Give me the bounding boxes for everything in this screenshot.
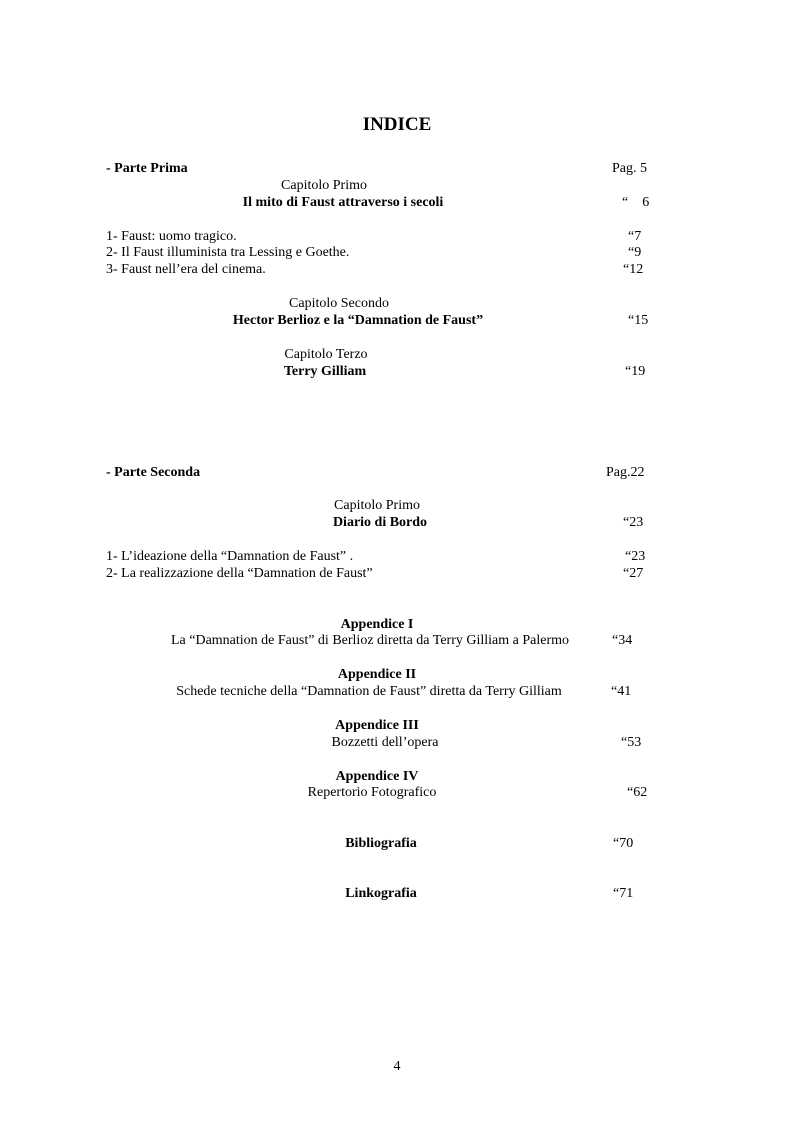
toc-item-page: “27 xyxy=(623,566,644,581)
part-one-heading: - Parte Prima xyxy=(106,161,188,176)
toc-item: 2- Il Faust illuminista tra Lessing e Goethe. xyxy=(106,245,350,260)
chapter-page: “19 xyxy=(625,364,646,379)
linkography-title: Linkografia xyxy=(345,886,417,901)
part-two-heading: - Parte Seconda xyxy=(106,465,201,480)
chapter-title: Diario di Bordo xyxy=(332,515,428,530)
appendix-page: “34 xyxy=(612,633,633,648)
chapter-title: Terry Gilliam xyxy=(283,364,367,379)
appendix-title: Appendice II xyxy=(337,667,417,682)
toc-item: 1- Faust: uomo tragico. xyxy=(106,229,237,244)
page-title: INDICE xyxy=(362,114,432,135)
page-number: 4 xyxy=(393,1059,401,1074)
toc-item-page: “9 xyxy=(628,245,642,260)
toc-item-page: “12 xyxy=(623,262,644,277)
linkography-page: “71 xyxy=(613,886,634,901)
chapter-label: Capitolo Secondo xyxy=(289,296,389,311)
part-two-page: Pag.22 xyxy=(606,465,645,480)
appendix-desc: Repertorio Fotografico xyxy=(307,785,437,800)
appendix-page: “62 xyxy=(627,785,648,800)
bibliography-title: Bibliografia xyxy=(345,836,417,851)
appendix-desc: Bozzetti dell’opera xyxy=(331,735,439,750)
chapter-title: Il mito di Faust attraverso i secoli xyxy=(242,195,444,210)
toc-item-page: “7 xyxy=(628,229,642,244)
chapter-label: Capitolo Primo xyxy=(281,178,367,193)
bibliography-page: “70 xyxy=(613,836,634,851)
toc-item-page: “23 xyxy=(625,549,646,564)
chapter-label: Capitolo Terzo xyxy=(284,347,368,362)
chapter-page: “ 6 xyxy=(622,195,650,210)
appendix-desc: Schede tecniche della “Damnation de Faust” diretta da Terry Gilliam xyxy=(176,684,562,699)
toc-item: 3- Faust nell’era del cinema. xyxy=(106,262,266,277)
appendix-page: “41 xyxy=(611,684,632,699)
appendix-title: Appendice IV xyxy=(335,769,419,784)
chapter-label: Capitolo Primo xyxy=(334,498,420,513)
appendix-title: Appendice III xyxy=(335,718,419,733)
part-one-page: Pag. 5 xyxy=(612,161,647,176)
toc-item: 1- L’ideazione della “Damnation de Faust” . xyxy=(106,549,354,564)
toc-item: 2- La realizzazione della “Damnation de Faust” xyxy=(106,566,373,581)
appendix-title: Appendice I xyxy=(340,617,414,632)
chapter-title: Hector Berlioz e la “Damnation de Faust” xyxy=(232,313,484,328)
chapter-page: “23 xyxy=(623,515,644,530)
appendix-desc: La “Damnation de Faust” di Berlioz diretta da Terry Gilliam a Palermo xyxy=(170,633,570,648)
chapter-page: “15 xyxy=(628,313,649,328)
appendix-page: “53 xyxy=(621,735,642,750)
